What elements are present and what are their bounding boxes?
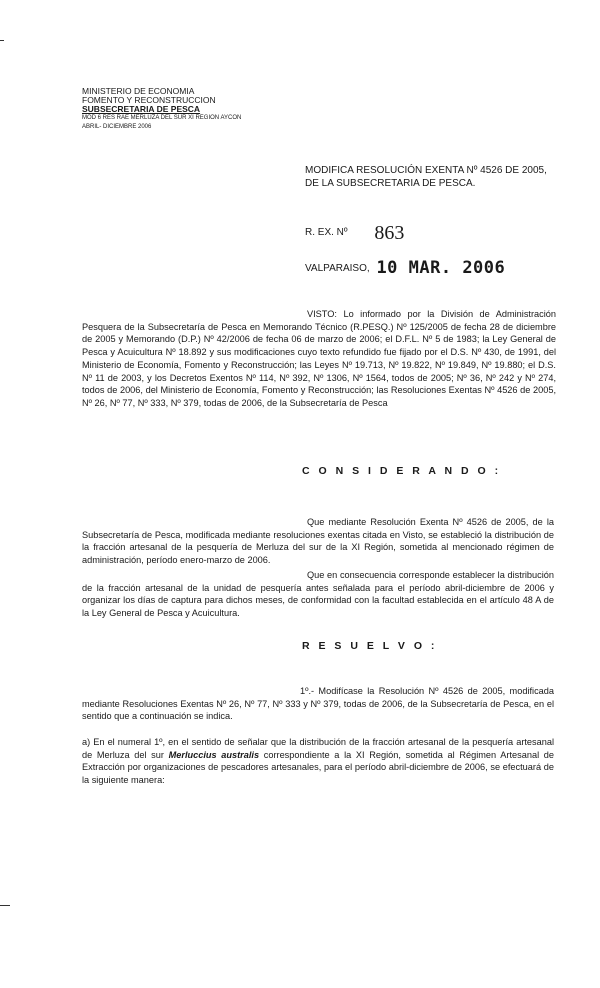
resolution-number: 863 xyxy=(374,222,405,244)
resuelvo-heading: R E S U E L V O : xyxy=(302,640,438,652)
scan-mark-top-left xyxy=(0,40,4,41)
date-stamp: 10 MAR. 2006 xyxy=(376,258,506,278)
letterhead-ministry: MINISTERIO DE ECONOMIA xyxy=(82,86,195,96)
letterhead-subsecretaria: SUBSECRETARIA DE PESCA xyxy=(82,104,201,114)
resuelvo-a-text-before: a) En el numeral 1º, en el sentido de señalar que la distribución de la fracción artesanal de la pesquería artesanal de Merluza del sur xyxy=(82,737,554,760)
considerando-heading: C O N S I D E R A N D O : xyxy=(302,465,502,477)
document-title: MODIFICA RESOLUCIÓN EXENTA Nº 4526 DE 2005, DE LA SUBSECRETARIA DE PESCA. xyxy=(305,165,547,189)
resuelvo-a-text-after: correspondiente a la XI Región, sometida al Régimen Artesanal de Extracción por organizaciones de pescadores artesanales, para el período abril-diciembre de 2006, se efectuará de la siguiente manera: xyxy=(82,749,554,786)
considerando-paragraph-2 xyxy=(82,569,554,620)
resuelvo-paragraph-1 xyxy=(82,685,554,723)
visto-text: Lo informado por la División de Administración Pesquera de la Subsecretaría de Pesca en Memorando Técnico (R.PESQ.) Nº 125/2005 de fecha 28 de diciembre de 2005 y Memorando (D.P.) Nº 42/2006 de fecha 06 de marzo de 2006; el D.F.L. Nº 5 de 1983; la Ley General de Pesca y Acuicultura Nº 18.892 y sus modificaciones cuyo texto refundido fue fijado por el D.S. Nº 430, de 1991, del Ministerio de Economía, Fomento y Reconstrucción; las Leyes Nº 19.713, Nº 19.822, Nº 19.849, Nº 19.880; el D.S. Nº 11 de 2003, y los Decretos Exentos Nº 114, Nº 392, Nº 1306, Nº 1564, todos de 2005; Nº 36, Nº 242 y Nº 274, todos de 2006, del Ministerio de Economía, Fomento y Reconstrucción; las Resoluciones Exentas Nº 4526 de 2005, Nº 26, Nº 77, Nº 333, Nº 379, todas de 2006, de la Subsecretaría de Pesca xyxy=(82,309,556,408)
considerando-text-1: Que mediante Resolución Exenta Nº 4526 de 2005, de la Subsecretaría de Pesca, modificada mediante resoluciones exentas citada en Visto, se estableció la distribución de la fracción artesanal de la pesquería de Merluza del sur de la XI Región, sometida al mencionado régimen de administración, período enero-marzo de 2006. xyxy=(82,517,554,566)
considerando-text-2: Que en consecuencia corresponde establecer la distribución de la fracción artesanal de la unidad de pesquería antes señalada para el período abril-diciembre de 2006 y organizar los días de captura para dichos meses, de conformidad con la facultad establecida en el artículo 48 A de la Ley General de Pesca y Acuicultura. xyxy=(82,570,554,619)
considerando-paragraph-1 xyxy=(82,516,554,567)
resolution-number-line xyxy=(305,222,404,245)
letterhead xyxy=(82,87,241,132)
scan-mark-bottom-left xyxy=(0,905,10,906)
letterhead-period: ABRIL- DICIEMBRE 2006 xyxy=(82,124,152,130)
resuelvo-text-1: 1º.- Modifícase la Resolución Nº 4526 de 2005, modificada mediante Resoluciones Exentas Nº 26, Nº 77, Nº 333 y Nº 379, todas de 2006, de la Subsecretaría de Pesca, en el sentido que a continuación se indica. xyxy=(82,686,554,722)
resuelvo-paragraph-a xyxy=(82,736,554,787)
species-name: Merluccius australis xyxy=(168,749,260,760)
place-date-line xyxy=(305,258,505,278)
visto-paragraph xyxy=(82,308,556,410)
letterhead-fomento: FOMENTO Y RECONSTRUCCION xyxy=(82,95,216,105)
resolution-number-label: R. EX. Nº xyxy=(305,227,348,238)
visto-lead: VISTO: xyxy=(307,309,337,319)
place: VALPARAISO, xyxy=(305,263,370,274)
letterhead-file-ref: MOD 6 RES RAE MERLUZA DEL SUR XI REGION AYCON xyxy=(82,115,242,121)
